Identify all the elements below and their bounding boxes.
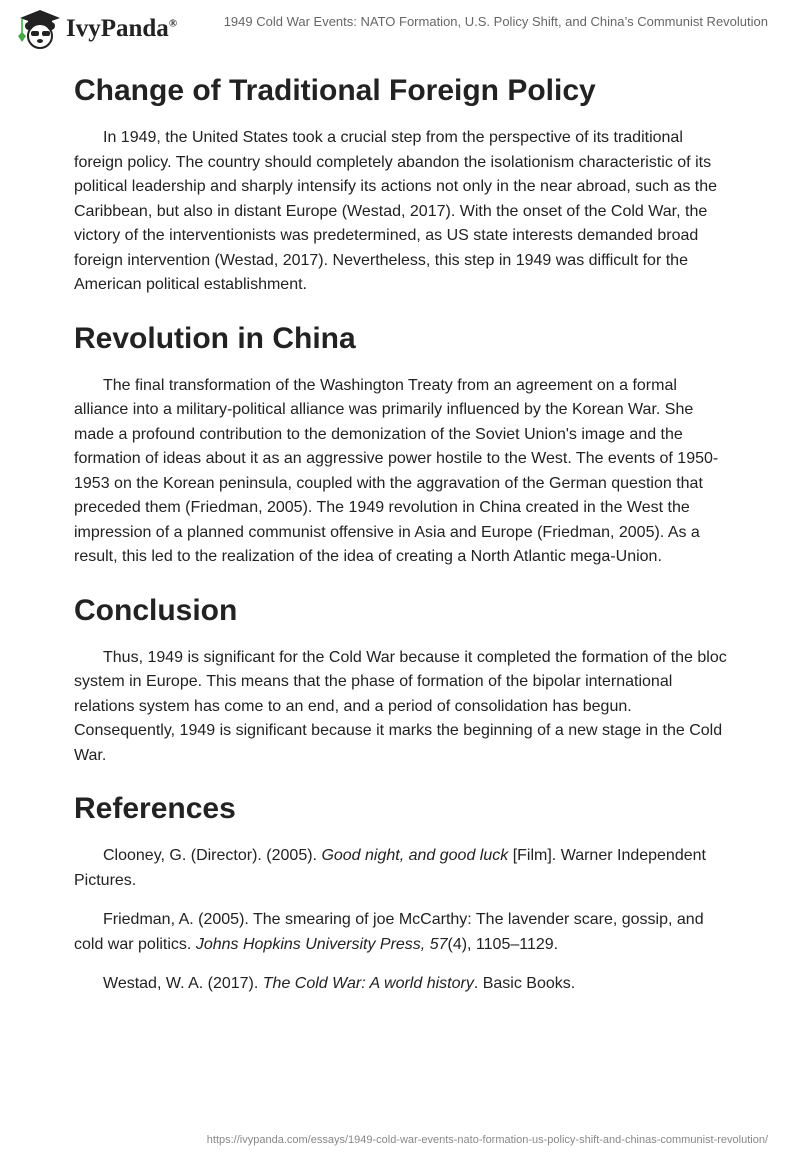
logo[interactable] xyxy=(16,8,177,50)
reference-item: Clooney, G. (Director). (2005). Good night, and good luck [Film]. Warner Independent Pictures. xyxy=(74,847,706,889)
article-body xyxy=(74,68,734,1012)
reference-item: Friedman, A. (2005). The smearing of joe McCarthy: The lavender scare, gossip, and cold war politics. Johns Hopkins University Press, 57(4), 1105–1129. xyxy=(74,911,704,953)
paragraph: In 1949, the United States took a crucial step from the perspective of its traditional foreign policy. The country should completely abandon the isolationism characteristic of its political leadership and sharply intensify its actions not only in the near abroad, such as the Caribbean, but also in distant Europe (Westad, 2017). With the onset of the Cold War, the victory of the interventionists was predetermined, as US state interests demanded broad foreign intervention (Westad, 2017). Nevertheless, this step in 1949 was difficult for the American political establishment. xyxy=(74,129,718,293)
document-title: 1949 Cold War Events: NATO Formation, U.S. Policy Shift, and China’s Communist Revolution xyxy=(223,14,768,29)
references-heading: References xyxy=(74,792,236,825)
reference-item: Westad, W. A. (2017). The Cold War: A world history. Basic Books. xyxy=(103,975,576,992)
footer-url[interactable]: https://ivypanda.com/essays/1949-cold-war-events-nato-formation-us-policy-shift-and-chinas-communist-revolution/ xyxy=(206,1134,768,1146)
section-heading: Conclusion xyxy=(74,593,238,627)
section-heading: Change of Traditional Foreign Policy xyxy=(74,74,596,107)
logo-text: IvyPanda® xyxy=(66,15,178,42)
panda-logo-icon xyxy=(16,8,60,50)
paragraph: The final transformation of the Washington Treaty from an agreement on a formal alliance into a military-political alliance was primarily influenced by the Korean War. She made a profound contribution to the demonization of the Soviet Union's image and the formation of ideas about it as an aggressive power hostile to the West. The events of 1950-1953 on the Korean peninsula, coupled with the aggravation of the German question that preceded them (Friedman, 2005). The 1949 revolution in China created in the West the impression of a planned communist offensive in Asia and Europe (Friedman, 2005). As a result, this led to the realization of the idea of creating a North Atlantic mega-Union. xyxy=(74,376,719,565)
paragraph: Thus, 1949 is significant for the Cold War because it completed the formation of the bloc system in Europe. This means that the phase of formation of the bipolar international relations system has come to an end, and a period of consolidation has begun. Consequently, 1949 is significant because it marks the beginning of a new stage in the Cold War. xyxy=(74,648,727,764)
section-heading: Revolution in China xyxy=(74,321,356,355)
